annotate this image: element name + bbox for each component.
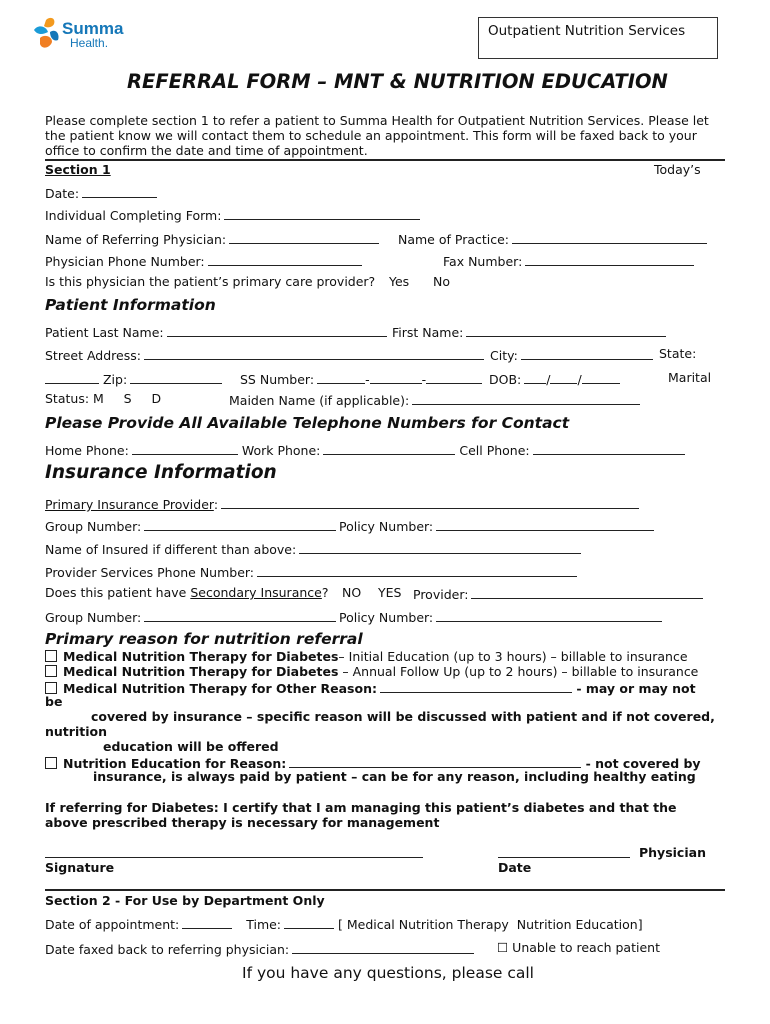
service-box-label: Outpatient Nutrition Services (488, 23, 686, 39)
fax-label: Fax Number: (443, 254, 523, 269)
state-field[interactable] (45, 370, 99, 384)
last-name-row (45, 323, 387, 340)
secondary-q-underlined: Secondary Insurance (190, 585, 322, 600)
appt-date-field[interactable] (182, 915, 232, 929)
state-label: State: (659, 346, 697, 361)
individual-label: Individual Completing Form: (45, 208, 222, 223)
policy-label: Policy Number: (339, 519, 434, 534)
insurance-heading: Insurance Information (45, 462, 277, 483)
logo-mark-icon (34, 18, 59, 48)
primary-care-question: Is this physician the patient’s primary care provider? (45, 274, 376, 289)
opt3-d: covered by insurance – specific reason will be discussed with patient and if not covered, (91, 709, 715, 724)
individual-field[interactable] (224, 206, 420, 220)
date-line[interactable] (498, 844, 630, 858)
summa-health-logo (30, 14, 140, 58)
policy-row (339, 517, 654, 534)
city-label: City: (490, 348, 518, 363)
first-name-field[interactable] (466, 323, 666, 337)
primary-provider-row (45, 495, 639, 512)
todays-label: Today’s (654, 162, 701, 177)
group2-label: Group Number: (45, 610, 142, 625)
marital-status-options[interactable]: Status: M S D (45, 391, 162, 406)
opt3-b: - may or may not (571, 681, 696, 696)
secondary-q-1: Does this patient have (45, 585, 191, 600)
street-field[interactable] (144, 346, 484, 360)
first-name-label: First Name: (392, 325, 464, 340)
maiden-field[interactable] (412, 391, 640, 405)
secondary-no[interactable]: NO (342, 585, 362, 600)
secondary-row (45, 585, 329, 600)
dob-slash-1: / (546, 372, 551, 387)
form-title: REFERRAL FORM – MNT & NUTRITION EDUCATION (127, 70, 668, 93)
practice-field[interactable] (512, 230, 707, 244)
cell-phone-label: Cell Phone: (459, 443, 530, 458)
date-field[interactable] (82, 184, 157, 198)
opt4-field[interactable] (289, 754, 581, 768)
provider-services-label: Provider Services Phone Number: (45, 565, 255, 580)
opt3-a: Medical Nutrition Therapy for Other Reason: (63, 681, 377, 696)
group-field[interactable] (144, 517, 336, 531)
patient-info-heading: Patient Information (45, 296, 216, 314)
insured-label: Name of Insured if different than above: (45, 542, 297, 557)
opt3-field[interactable] (380, 679, 572, 693)
appt-row (45, 915, 643, 932)
logo-name: Summa (62, 19, 124, 38)
reason-heading: Primary reason for nutrition referral (45, 630, 363, 648)
service-box (478, 17, 718, 59)
group2-row (45, 608, 336, 625)
practice-label: Name of Practice: (398, 232, 510, 247)
physician-phone-field[interactable] (208, 252, 362, 266)
work-phone-label: Work Phone: (241, 443, 321, 458)
section1-heading: Section 1 (45, 162, 111, 177)
dob-slash-2: / (577, 372, 582, 387)
intro-line-1: Please complete section 1 to refer a patient to Summa Health for Outpatient Nutrition Services. Please let (45, 113, 709, 128)
opt4-a: Nutrition Education for Reason: (63, 756, 287, 771)
physician-label: Physician (639, 845, 706, 860)
insured-row (45, 540, 581, 557)
cell-phone-field[interactable] (533, 441, 685, 455)
dob-year[interactable] (582, 370, 620, 384)
section2-rule (45, 889, 725, 891)
provider-services-field[interactable] (257, 563, 577, 577)
marital-label: Marital (668, 370, 712, 385)
individual-row (45, 206, 420, 223)
signature-label: Signature (45, 860, 115, 875)
secondary-yes[interactable]: YES (378, 585, 402, 600)
opt2-rest: – Annual Follow Up (up to 2 hours) – billable to insurance (338, 664, 699, 679)
zip-field[interactable] (130, 370, 222, 384)
ss-dash-2: - (421, 372, 427, 387)
provider-services-row (45, 563, 577, 580)
street-row (45, 346, 484, 363)
phones-heading: Please Provide All Available Telephone Numbers for Contact (45, 414, 570, 432)
primary-care-yes[interactable]: Yes (389, 274, 410, 289)
secondary-provider-field[interactable] (471, 585, 703, 599)
service-types: [ Medical Nutrition Therapy Nutrition Education] (338, 917, 643, 932)
zip-label: Zip: (102, 372, 128, 387)
checkbox-icon[interactable] (45, 665, 57, 677)
checkbox-icon[interactable] (45, 650, 57, 662)
primary-provider-field[interactable] (221, 495, 639, 509)
date-label: Date: (45, 186, 80, 201)
home-phone-field[interactable] (132, 441, 238, 455)
date-sig-label: Date (498, 860, 532, 875)
physician-phone-row (45, 252, 362, 269)
dob-month[interactable] (524, 370, 546, 384)
insured-field[interactable] (299, 540, 581, 554)
section1-rule (45, 159, 725, 161)
signature-line[interactable] (45, 844, 423, 858)
first-name-row (392, 323, 666, 340)
opt3-f: education will be offered (103, 739, 279, 754)
dob-day[interactable] (550, 370, 577, 384)
primary-provider-label: Primary Insurance Provider (45, 497, 214, 512)
time-field[interactable] (284, 915, 334, 929)
phones-row (45, 441, 685, 458)
dob-row (489, 370, 620, 387)
group2-field[interactable] (144, 608, 336, 622)
secondary-provider-row (413, 585, 703, 602)
section2-heading: Section 2 - For Use by Department Only (45, 893, 325, 908)
footer-text: If you have any questions, please call (242, 964, 534, 982)
city-row (490, 346, 653, 363)
checkbox-icon[interactable] (45, 757, 57, 769)
work-phone-field[interactable] (323, 441, 455, 455)
policy-field[interactable] (436, 517, 654, 531)
maiden-row (229, 391, 640, 408)
checkbox-icon[interactable] (45, 682, 57, 694)
ss-label: SS Number: (240, 372, 315, 387)
ss-field-1[interactable] (317, 370, 365, 384)
reason-option-1[interactable] (45, 649, 688, 664)
practice-row (398, 230, 707, 247)
opt3-c: be (45, 694, 63, 709)
faxed-back-row (45, 940, 474, 957)
city-field[interactable] (521, 346, 653, 360)
date-row (45, 184, 157, 201)
time-label: Time: (246, 917, 282, 932)
primary-provider-colon: : (213, 497, 219, 512)
policy2-field[interactable] (436, 608, 662, 622)
referring-physician-field[interactable] (229, 230, 379, 244)
secondary-provider-label: Provider: (413, 587, 469, 602)
maiden-label: Maiden Name (if applicable): (229, 393, 410, 408)
policy2-label: Policy Number: (339, 610, 434, 625)
street-label: Street Address: (45, 348, 141, 363)
certify-line-2: above prescribed therapy is necessary for management (45, 815, 440, 830)
faxed-back-label: Date faxed back to referring physician: (45, 942, 290, 957)
primary-care-no[interactable]: No (433, 274, 450, 289)
ss-field-2[interactable] (370, 370, 422, 384)
reason-option-3[interactable] (45, 679, 696, 696)
ss-row (240, 370, 482, 387)
policy2-row (339, 608, 662, 625)
intro-line-3: office to confirm the date and time of appointment. (45, 143, 368, 158)
opt2-bold: Medical Nutrition Therapy for Diabetes (63, 664, 339, 679)
opt1-bold: Medical Nutrition Therapy for Diabetes (63, 649, 339, 664)
fax-row (443, 252, 694, 269)
referring-physician-label: Name of Referring Physician: (45, 232, 227, 247)
physician-phone-label: Physician Phone Number: (45, 254, 205, 269)
secondary-q-2: ? (321, 585, 329, 600)
dob-label: DOB: (489, 372, 522, 387)
certify-line-1: If referring for Diabetes: I certify that I am managing this patient’s diabetes and that the (45, 800, 677, 815)
ss-field-3[interactable] (426, 370, 482, 384)
fax-field[interactable] (525, 252, 694, 266)
unable-to-reach[interactable]: ☐ Unable to reach patient (497, 940, 660, 955)
group-row (45, 517, 336, 534)
referring-physician-row (45, 230, 379, 247)
appt-date-label: Date of appointment: (45, 917, 180, 932)
intro-line-2: the patient know we will contact them to schedule an appointment. This form will be faxed back to your (45, 128, 697, 143)
opt4-c: insurance, is always paid by patient – can be for any reason, including healthy eating (93, 769, 696, 784)
group-label: Group Number: (45, 519, 142, 534)
ss-dash-1: - (365, 372, 370, 387)
reason-option-2[interactable] (45, 664, 698, 679)
logo-sub: Health. (70, 36, 109, 50)
home-phone-label: Home Phone: (45, 443, 129, 458)
opt3-e: nutrition (45, 724, 107, 739)
last-name-label: Patient Last Name: (45, 325, 164, 340)
opt1-rest: – Initial Education (up to 3 hours) – billable to insurance (338, 649, 688, 664)
opt4-b: - not covered by (581, 756, 701, 771)
zip-row (45, 370, 222, 387)
last-name-field[interactable] (167, 323, 387, 337)
faxed-back-field[interactable] (292, 940, 474, 954)
